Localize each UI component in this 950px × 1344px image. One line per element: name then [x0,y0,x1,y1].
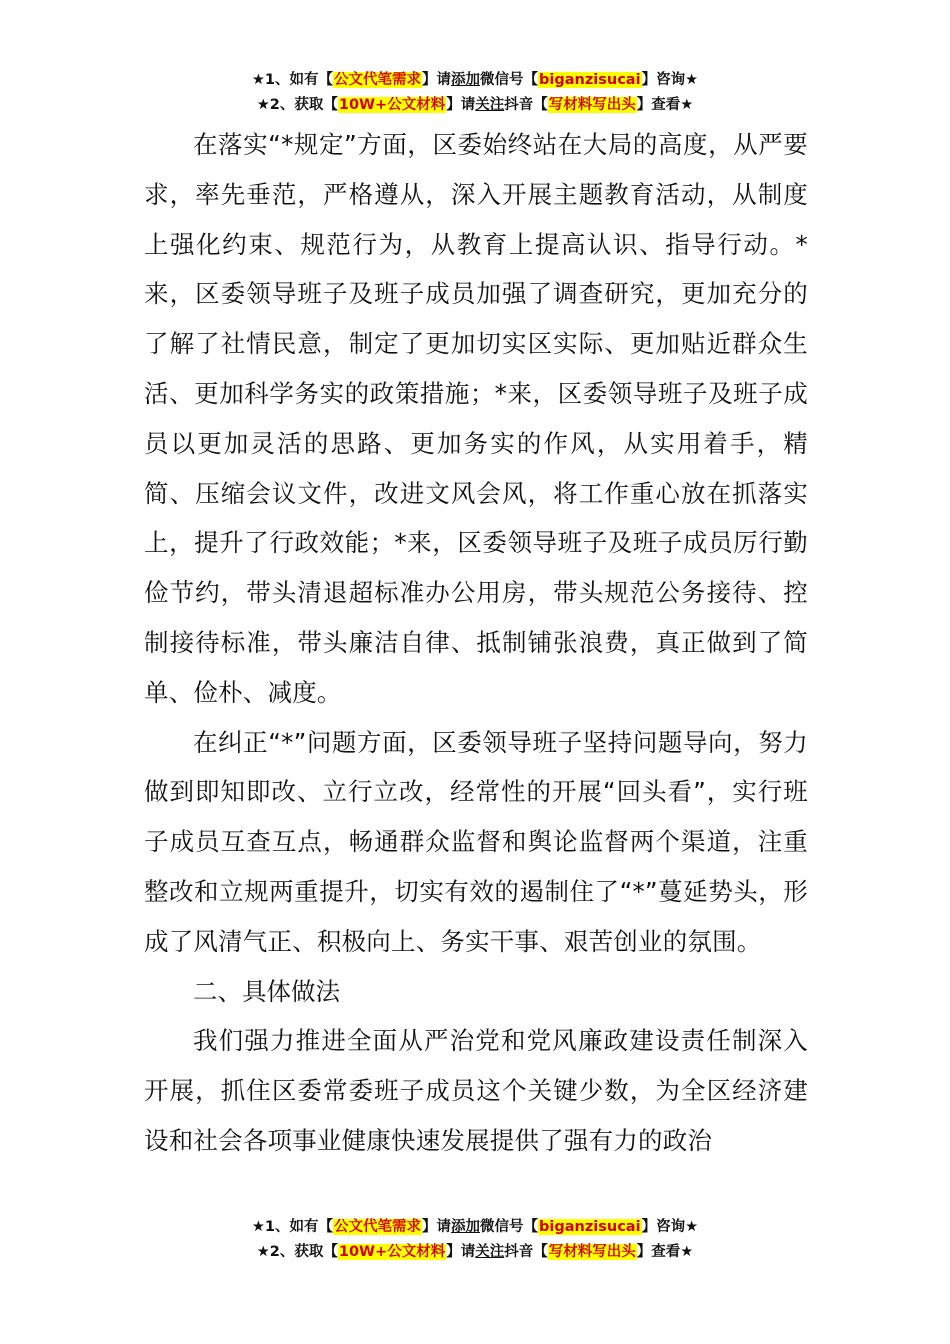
banner-text: 】咨询★ [641,72,699,88]
paragraph-3: 我们强力推进全面从严治党和党风廉政建设责任制深入开展，抓住区委常委班子成员这个关键少数，为全区经济建设和社会各项事业健康快速发展提供了强有力的政治 [144,1026,808,1155]
banner-text: 抖音【 [504,97,548,113]
banner-highlight: 写材料写出头 [548,1244,636,1260]
banner-text: ★1、如有【 [251,72,334,88]
banner-text: ★2、获取【 [256,97,338,113]
footer-banner [0,1215,950,1265]
banner-text: ★1、如有【 [251,1219,334,1235]
banner-text: 】请 [422,72,452,88]
banner-underlined: 关注 [475,1244,505,1260]
section-heading: 二、具体做法 [193,976,340,1006]
banner-highlight: biganzisucai [539,72,641,88]
paragraph-1: 在落实“*规定”方面，区委始终站在大局的高度，从严要求，率先垂范，严格遵从，深入开展主题教育活动，从制度上强化约束、规范行为，从教育上提高认识、指导行动。*来，区委领导班子及班子成员加强了调查研究，更加充分的了解了社情民意，制定了更加切实区实际、更加贴近群众生活、更加科学务实的政策措施；*来，区委领导班子及班子成员以更加灵活的思路、更加务实的作风，从实用着手，精简、压缩会议文件，改进文风会风，将工作重心放在抓落实上，提升了行政效能；*来，区委领导班子及班子成员厉行勤俭节约，带头清退超标准办公用房，带头规范公务接待、控制接待标准，带头廉洁自律、抵制铺张浪费，真正做到了简单、俭朴、减度。 [144,130,808,707]
banner-text: 】请 [446,1244,476,1260]
banner-text: 微信号【 [480,1219,539,1235]
banner-line-1 [0,1215,950,1240]
document-body [144,120,808,1166]
banner-text: 】查看★ [636,97,694,113]
banner-text: 】查看★ [636,1244,694,1260]
banner-text: 】请 [446,97,476,113]
banner-line-2 [0,1240,950,1265]
banner-line-2 [0,93,950,118]
banner-text: 抖音【 [504,1244,548,1260]
banner-highlight: 写材料写出头 [548,97,636,113]
banner-line-1 [0,68,950,93]
banner-underlined: 添加 [451,72,481,88]
banner-highlight: 公文代笔需求 [334,1219,422,1235]
banner-highlight: 10W+公文材料 [338,1244,446,1260]
banner-underlined: 关注 [475,97,505,113]
banner-text: ★2、获取【 [256,1244,338,1260]
banner-highlight: biganzisucai [539,1219,641,1235]
banner-underlined: 添加 [451,1219,481,1235]
banner-text: 微信号【 [480,72,539,88]
banner-text: 】请 [422,1219,452,1235]
header-banner [0,68,950,118]
banner-text: 】咨询★ [641,1219,699,1235]
paragraph-2: 在纠正“*”问题方面，区委领导班子坚持问题导向，努力做到即知即改、立行立改，经常性的开展“回头看”，实行班子成员互查互点，畅通群众监督和舆论监督两个渠道，注重整改和立规两重提升，切实有效的遏制住了“*”蔓延势头，形成了风清气正、积极向上、务实干事、艰苦创业的氛围。 [144,727,808,956]
banner-highlight: 10W+公文材料 [338,97,446,113]
banner-highlight: 公文代笔需求 [334,72,422,88]
